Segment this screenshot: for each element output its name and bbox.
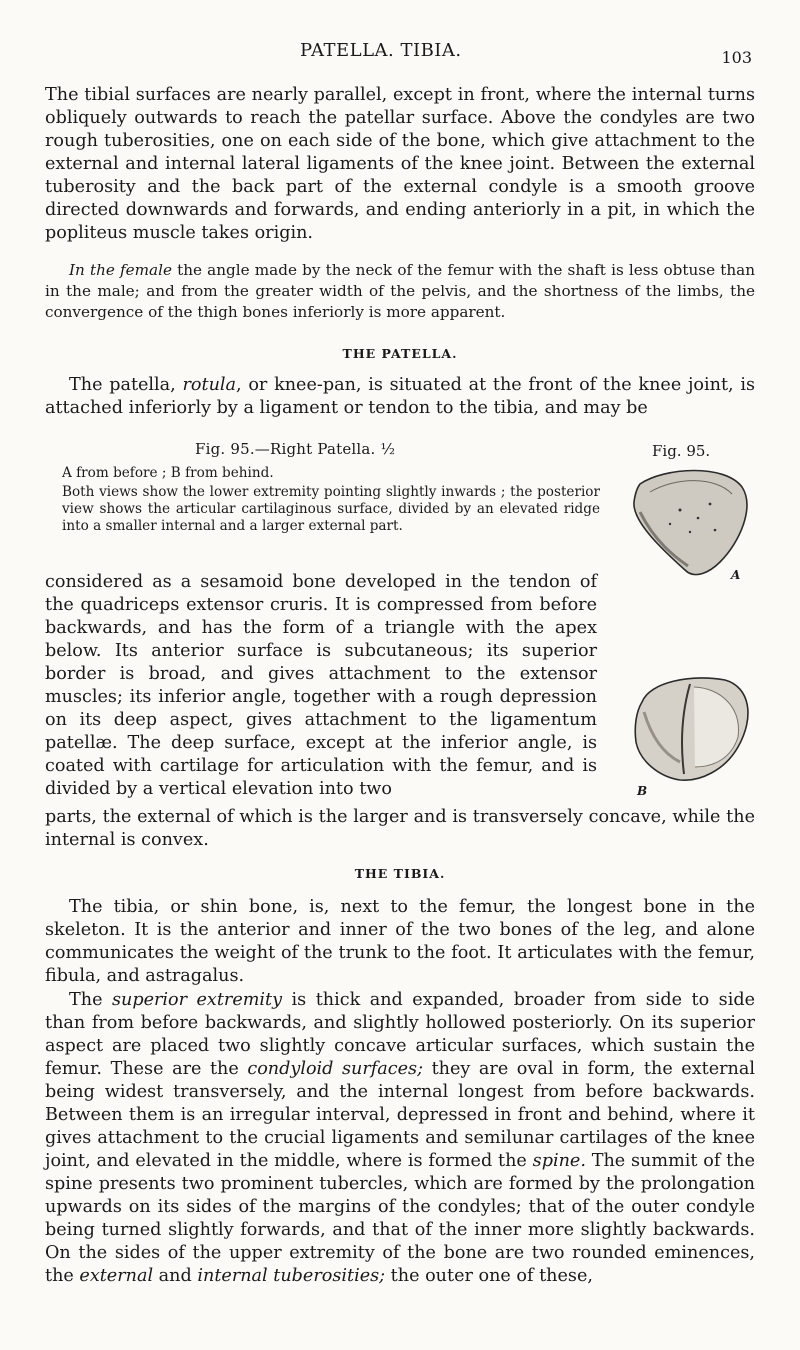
text-run: they are oval in form, the external being widest transversely, and the internal longest from before backwards. Between them is an irregular interval, depressed in front and behind, where it gives attachment to the crucial ligaments and semilunar cartilages of the knee joint, and elevated in the middle, where is formed the <box>45 1059 755 1171</box>
em-condyloid-surfaces: condyloid surfaces; <box>247 1059 424 1079</box>
patella-intro-em: rotula <box>182 375 237 395</box>
em-external: external <box>79 1266 154 1286</box>
patella-posterior-view <box>635 678 748 780</box>
page-header <box>0 40 800 70</box>
text-run: the outer one of these, <box>385 1266 593 1286</box>
female-note-text: the angle made by the neck of the femur with the shaft is less obtuse than in the male; and from the greater width of the pelvis, and the shortness of the limbs, the convergence of the thigh bones inferiorly is more apparent. <box>45 261 755 321</box>
patella-intro-a: The patella, <box>69 375 183 395</box>
running-title: PATELLA. TIBIA. <box>300 40 462 61</box>
patella-intro-b: , or knee-pan, is situated at the front of the knee joint, is attached inferiorly by a ligament or tendon to the tibia, and may be <box>45 375 756 418</box>
text-run: The summit of the spine presents two prominent tubercles, which are formed by the prolongation upwards on its sides of the margins of the condyles; that of the outer condyle being turned slightly forwards, and that of the inner more slightly backwards. On the sides of the upper extremity of the bone are two rounded eminences, the <box>45 1151 755 1286</box>
figure-letter-b: B <box>637 784 648 798</box>
em-superior-extremity: superior extremity <box>111 990 283 1010</box>
patella-anterior-view <box>634 471 747 575</box>
female-note <box>45 260 755 323</box>
em-spine: spine. <box>532 1151 586 1171</box>
patella-illustration <box>620 462 765 792</box>
text-run: and <box>153 1266 198 1286</box>
tibia-intro: The tibia, or shin bone, is, next to the femur, the longest bone in the skeleton. It is the anterior and inner of the two bones of the leg, and alone communicates the weight of the trunk to the foot. It articulates with the femur, fibula, and astragalus. <box>45 897 755 986</box>
female-note-em: In the female <box>69 261 172 279</box>
intro-paragraph: The tibial surfaces are nearly parallel, except in front, where the internal turns obliquely outwards to reach the patellar surface. Above the condyles are two rough tuberosities, one on each side of the bone, which give attachment to the external and internal lateral ligaments of the knee joint. Between the external tuberosity and the back part of the external condyle is a smooth groove directed downwards and forwards, and ending anteriorly in a pit, in which the popliteus muscle takes origin. <box>45 85 755 243</box>
figure-caption <box>62 465 600 535</box>
figure-caption-lead: A from before ; B from behind. <box>62 465 274 481</box>
figure-label: Fig. 95. <box>652 442 711 460</box>
figure-caption-title: Fig. 95.—Right Patella. ½ <box>195 440 396 458</box>
tibia-heading: THE TIBIA. <box>354 866 446 881</box>
tibia-superior-extremity <box>45 989 755 1288</box>
text-run: is thick and expanded, broader from side to side than from before backwards, and slightly hollowed posteriorly. On its superior aspect are placed two slightly concave articular surfaces, which sustain the femur. These are the <box>45 990 756 1079</box>
figure-letter-a: A <box>731 568 741 582</box>
patella-heading: THE PATELLA. <box>342 346 458 361</box>
figure-caption-detail: Both views show the lower extremity pointing slightly inwards ; the posterior view shows the articular cartilaginous surface, divided by an elevated ridge into a smaller internal and a larger external part. <box>62 484 600 534</box>
patella-description-end: parts, the external of which is the larger and is transversely concave, while the internal is convex. <box>45 807 755 850</box>
em-internal-tuberosities: internal tuberosities; <box>197 1266 386 1286</box>
page-number: 103 <box>721 48 752 67</box>
patella-description: considered as a sesamoid bone developed in the tendon of the quadriceps extensor cruris. It is compressed from before backwards, and has the form of a triangle with the apex below. Its anterior surface is subcutaneous; its superior border is broad, and gives attachment to the extensor muscles; its inferior angle, together with a rough depression on its deep aspect, gives attachment to the ligamentum patellæ. The deep surface, except at the inferior angle, is coated with cartilage for articulation with the femur, and is divided by a vertical elevation into two <box>45 572 597 799</box>
patella-intro <box>45 374 755 420</box>
text-run: The <box>69 990 112 1010</box>
